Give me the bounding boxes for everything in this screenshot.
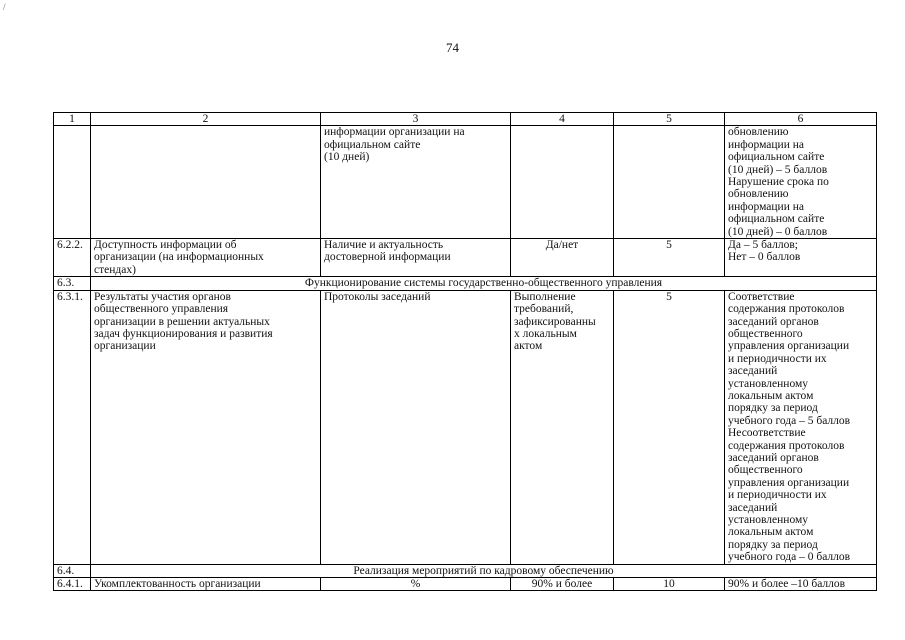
criteria (725, 126, 877, 239)
cell-line: установленному (728, 377, 809, 390)
cell-line: общественного управления (94, 303, 229, 316)
indicator-name: Укомплектованность организации (91, 578, 321, 591)
cell-line: локальным актом (728, 526, 814, 539)
cell-line: информации организации на (324, 126, 465, 139)
cell-line: заседаний органов (728, 451, 819, 464)
indicator-name (91, 239, 321, 277)
header-cell: 6 (725, 113, 877, 126)
section-row (54, 277, 877, 290)
cell-line: организации (94, 340, 156, 353)
cell-line: порядку за период (728, 538, 818, 551)
indicator-name (91, 126, 321, 239)
cell-line: Несоответствие (728, 427, 806, 440)
cell-line: организации (на информационных (94, 251, 264, 264)
cell-line: обновлению (728, 126, 789, 139)
header-cell: 2 (91, 113, 321, 126)
cell-line: организации в решении актуальных (94, 315, 270, 328)
cell-line: Протоколы заседаний (324, 290, 431, 303)
header-cell: 3 (321, 113, 511, 126)
cell-line: официальном сайте (728, 213, 825, 226)
points (614, 126, 725, 239)
cell-line: информации на (728, 138, 804, 151)
section-number: 6.3. (54, 277, 91, 290)
cell-line: управления организации (728, 476, 850, 489)
points: 5 (614, 239, 725, 277)
section-title: Реализация мероприятий по кадровому обеспечению (91, 564, 877, 577)
table-row (54, 239, 877, 277)
cell-line: управления организации (728, 340, 850, 353)
row-number (54, 126, 91, 239)
cell-line: (10 дней) – 5 баллов (728, 163, 828, 176)
cell-line: заседаний органов (728, 315, 819, 328)
cell-line: Доступность информации об (94, 239, 237, 252)
points: 5 (614, 290, 725, 564)
cell-line: актом (514, 340, 543, 353)
cell-line: и периодичности их (728, 489, 827, 502)
indicator-value: Да/нет (511, 239, 614, 277)
page-number: 74 (446, 40, 459, 55)
cell-line: задач функционирования и развития (94, 327, 273, 340)
cell-line: установленному (728, 514, 809, 526)
row-number: 6.3.1. (54, 290, 91, 564)
cell-line: локальным актом (728, 389, 814, 402)
cell-line: общественного (728, 464, 803, 477)
data-source (321, 290, 511, 564)
table-row (54, 578, 877, 591)
data-source (321, 239, 511, 277)
indicator-value (511, 290, 614, 564)
indicator-name (91, 290, 321, 564)
criteria (725, 239, 877, 277)
data-source: % (321, 578, 511, 591)
cell-line: (10 дней) – 0 баллов (728, 225, 828, 238)
indicator-value: 90% и более (511, 578, 614, 591)
cell-line: стендах) (94, 263, 136, 276)
cell-line: Нарушение срока по (728, 176, 829, 189)
row-number: 6.4.1. (54, 578, 91, 591)
cell-line: учебного года – 5 баллов (728, 414, 851, 427)
cell-line: Наличие и актуальность (324, 239, 444, 252)
table-header-row (54, 113, 877, 126)
cell-line: достоверной информации (324, 251, 451, 264)
cell-line: Соответствие (728, 290, 795, 303)
cell-line: Да – 5 баллов; (728, 239, 798, 252)
cell-line: заседаний (728, 501, 778, 514)
header-cell: 4 (511, 113, 614, 126)
cell-line: (10 дней) (324, 151, 370, 164)
cell-line: содержания протоколов (728, 303, 845, 316)
points: 10 (614, 578, 725, 591)
cell-line: Нет – 0 баллов (728, 251, 801, 264)
criteria: 90% и более –10 баллов (725, 578, 877, 591)
cell-line: учебного года – 0 баллов (728, 551, 851, 564)
corner-mark: / (3, 2, 6, 12)
cell-line: Выполнение (514, 290, 576, 303)
header-cell: 5 (614, 113, 725, 126)
data-source (321, 126, 511, 239)
section-row (54, 564, 877, 577)
row-number: 6.2.2. (54, 239, 91, 277)
cell-line: обновлению (728, 188, 789, 201)
criteria (725, 290, 877, 564)
section-title: Функционирование системы государственно-общественного управления (91, 277, 877, 290)
table-row (54, 290, 877, 564)
cell-line: заседаний (728, 365, 778, 378)
criteria-table (53, 112, 877, 591)
cell-line: порядку за период (728, 402, 818, 415)
cell-line: информации на (728, 200, 804, 213)
cell-line: х локальным (514, 327, 577, 340)
cell-line: и периодичности их (728, 352, 827, 365)
cell-line: содержания протоколов (728, 439, 845, 452)
cell-line: Результаты участия органов (94, 290, 231, 303)
header-cell: 1 (54, 113, 91, 126)
table-row (54, 126, 877, 239)
cell-line: требований, (514, 303, 574, 316)
section-number: 6.4. (54, 564, 91, 577)
indicator-value (511, 126, 614, 239)
cell-line: общественного (728, 327, 803, 340)
cell-line: зафиксированны (514, 315, 596, 328)
cell-line: официальном сайте (728, 151, 825, 164)
cell-line: официальном сайте (324, 138, 421, 151)
